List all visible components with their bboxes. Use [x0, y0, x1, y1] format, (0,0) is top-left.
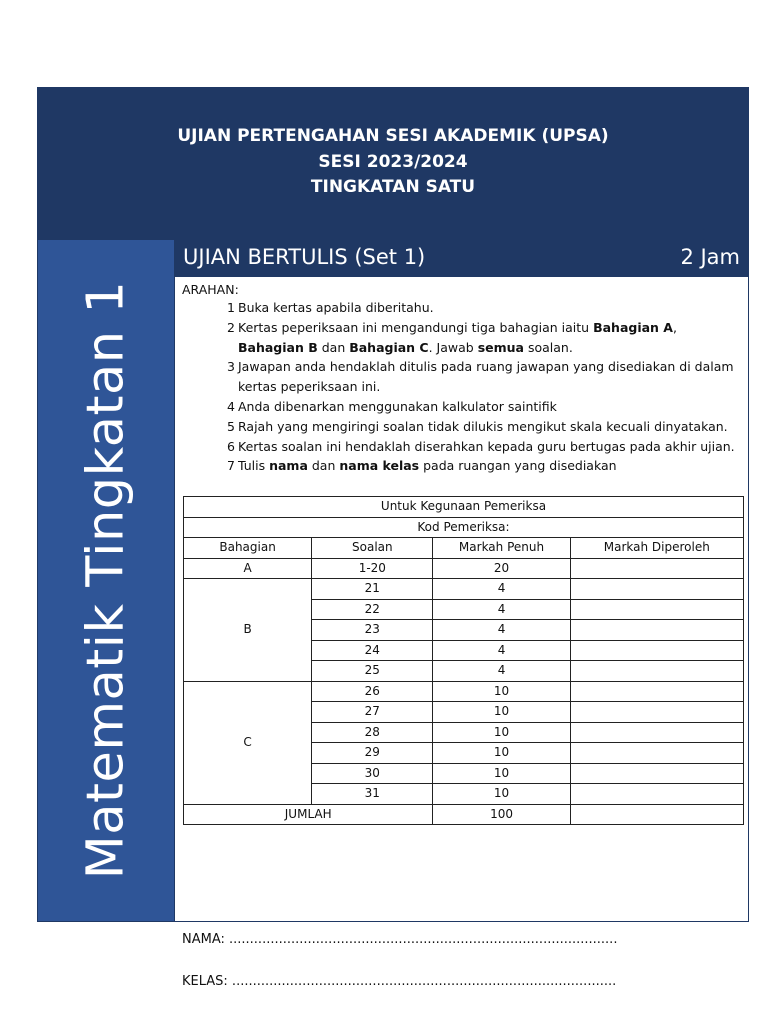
column-header: Soalan [312, 538, 433, 559]
header-text [38, 124, 748, 201]
question-cell: 23 [312, 620, 433, 641]
obtained-marks-cell[interactable] [570, 620, 743, 641]
instruction-text: Anda dibenarkan menggunakan kalkulator saintifik [238, 398, 557, 414]
table-row [184, 558, 744, 579]
obtained-marks-cell[interactable] [570, 681, 743, 702]
instruction-text: . Jawab [428, 339, 478, 355]
full-marks-cell: 10 [433, 784, 570, 805]
class-field[interactable]: KELAS: ............................................................................................. [182, 974, 617, 989]
instruction-item [182, 456, 742, 476]
examiner-code-label: Kod Pemeriksa: [184, 517, 744, 538]
full-marks-cell: 4 [433, 661, 570, 682]
column-header: Markah Diperoleh [570, 538, 743, 559]
cover-header [38, 88, 748, 240]
instruction-text: Jawapan anda hendaklah ditulis pada ruang jawapan yang disediakan di dalam kertas peperiksaan ini. [238, 359, 734, 395]
full-marks-cell: 10 [433, 681, 570, 702]
instruction-number: 5 [227, 418, 235, 434]
instruction-text: Rajah yang mengiringi soalan tidak dilukis mengikut skala kecuali dinyatakan. [238, 418, 728, 434]
question-cell: 1-20 [312, 558, 433, 579]
table-row [184, 579, 744, 600]
obtained-marks-cell[interactable] [570, 784, 743, 805]
full-marks-cell: 10 [433, 722, 570, 743]
full-marks-cell: 10 [433, 763, 570, 784]
instruction-text: dan [307, 458, 340, 474]
section-cell: B [184, 579, 312, 682]
question-cell: 21 [312, 579, 433, 600]
instruction-number: 6 [227, 438, 235, 454]
paper-duration: 2 Jam [680, 245, 740, 269]
cover-frame [37, 87, 749, 989]
instruction-item [182, 298, 742, 318]
obtained-marks-cell[interactable] [570, 579, 743, 600]
instruction-emphasis: Bahagian C [349, 339, 429, 355]
instruction-emphasis: semua [477, 339, 524, 355]
subject-title: Matematik Tingkatan 1 [76, 280, 136, 880]
instruction-item [182, 318, 742, 358]
main-content [174, 240, 748, 989]
question-cell: 27 [312, 702, 433, 723]
examiner-table [183, 496, 744, 825]
obtained-marks-cell[interactable] [570, 558, 743, 579]
form-level: TINGKATAN SATU [310, 177, 476, 197]
obtained-marks-cell[interactable] [570, 661, 743, 682]
instruction-emphasis: nama [269, 458, 308, 474]
instruction-number: 1 [227, 300, 235, 315]
section-cell: A [184, 558, 312, 579]
instruction-text: dan [317, 339, 350, 355]
instruction-text: , [672, 319, 677, 335]
table-code-row [184, 517, 744, 538]
question-cell: 30 [312, 763, 433, 784]
table-title-row [184, 497, 744, 518]
instruction-text: soalan. [523, 339, 573, 355]
name-field[interactable]: NAMA: .............................................................................................. [182, 932, 618, 947]
instruction-number: 4 [227, 398, 235, 414]
table-total-row [184, 804, 744, 825]
full-marks-cell: 4 [433, 599, 570, 620]
instruction-item [182, 357, 742, 397]
obtained-marks-cell[interactable] [570, 599, 743, 620]
paper-title: UJIAN BERTULIS (Set 1) [183, 245, 426, 269]
full-marks-cell: 10 [433, 702, 570, 723]
obtained-marks-cell[interactable] [570, 743, 743, 764]
total-label: JUMLAH [184, 804, 433, 825]
table-row [184, 681, 744, 702]
question-cell: 29 [312, 743, 433, 764]
question-cell: 22 [312, 599, 433, 620]
instruction-item [182, 397, 742, 417]
session: SESI 2023/2024 [318, 151, 468, 172]
column-header: Markah Penuh [433, 538, 570, 559]
obtained-marks-cell[interactable] [570, 763, 743, 784]
instruction-number: 3 [227, 359, 235, 375]
table-title: Untuk Kegunaan Pemeriksa [184, 497, 744, 518]
question-cell: 28 [312, 722, 433, 743]
table-header-row [184, 538, 744, 559]
full-marks-cell: 4 [433, 640, 570, 661]
paper-title-bar [175, 240, 748, 277]
instructions-list [182, 298, 742, 476]
instruction-text: Kertas peperiksaan ini mengandungi tiga bahagian iaitu [238, 319, 594, 335]
instruction-text: Buka kertas apabila diberitahu. [238, 300, 434, 315]
instruction-emphasis: Bahagian B [238, 339, 318, 355]
full-marks-cell: 4 [433, 620, 570, 641]
instruction-text: pada ruangan yang disediakan [419, 458, 617, 474]
instruction-emphasis: Bahagian A [593, 319, 673, 335]
question-cell: 31 [312, 784, 433, 805]
obtained-marks-cell[interactable] [570, 722, 743, 743]
question-cell: 26 [312, 681, 433, 702]
total-marks: 100 [433, 804, 570, 825]
instruction-item [182, 417, 742, 437]
instructions [182, 282, 742, 476]
instruction-number: 7 [227, 458, 235, 474]
instruction-text: Tulis [238, 458, 270, 474]
instruction-item [182, 437, 742, 457]
total-obtained-cell[interactable] [570, 804, 743, 825]
instruction-number: 2 [227, 319, 235, 335]
full-marks-cell: 10 [433, 743, 570, 764]
instructions-label: ARAHAN: [182, 282, 239, 297]
instruction-text: Kertas soalan ini hendaklah diserahkan kepada guru bertugas pada akhir ujian. [238, 438, 735, 454]
question-cell: 25 [312, 661, 433, 682]
section-cell: C [184, 681, 312, 804]
obtained-marks-cell[interactable] [570, 702, 743, 723]
subject-sidebar [38, 240, 174, 921]
exam-name: UJIAN PERTENGAHAN SESI AKADEMIK (UPSA) [177, 126, 609, 146]
full-marks-cell: 20 [433, 558, 570, 579]
examiner-table-wrap [183, 496, 744, 825]
column-header: Bahagian [184, 538, 312, 559]
obtained-marks-cell[interactable] [570, 640, 743, 661]
instruction-emphasis: nama kelas [339, 458, 420, 474]
question-cell: 24 [312, 640, 433, 661]
full-marks-cell: 4 [433, 579, 570, 600]
